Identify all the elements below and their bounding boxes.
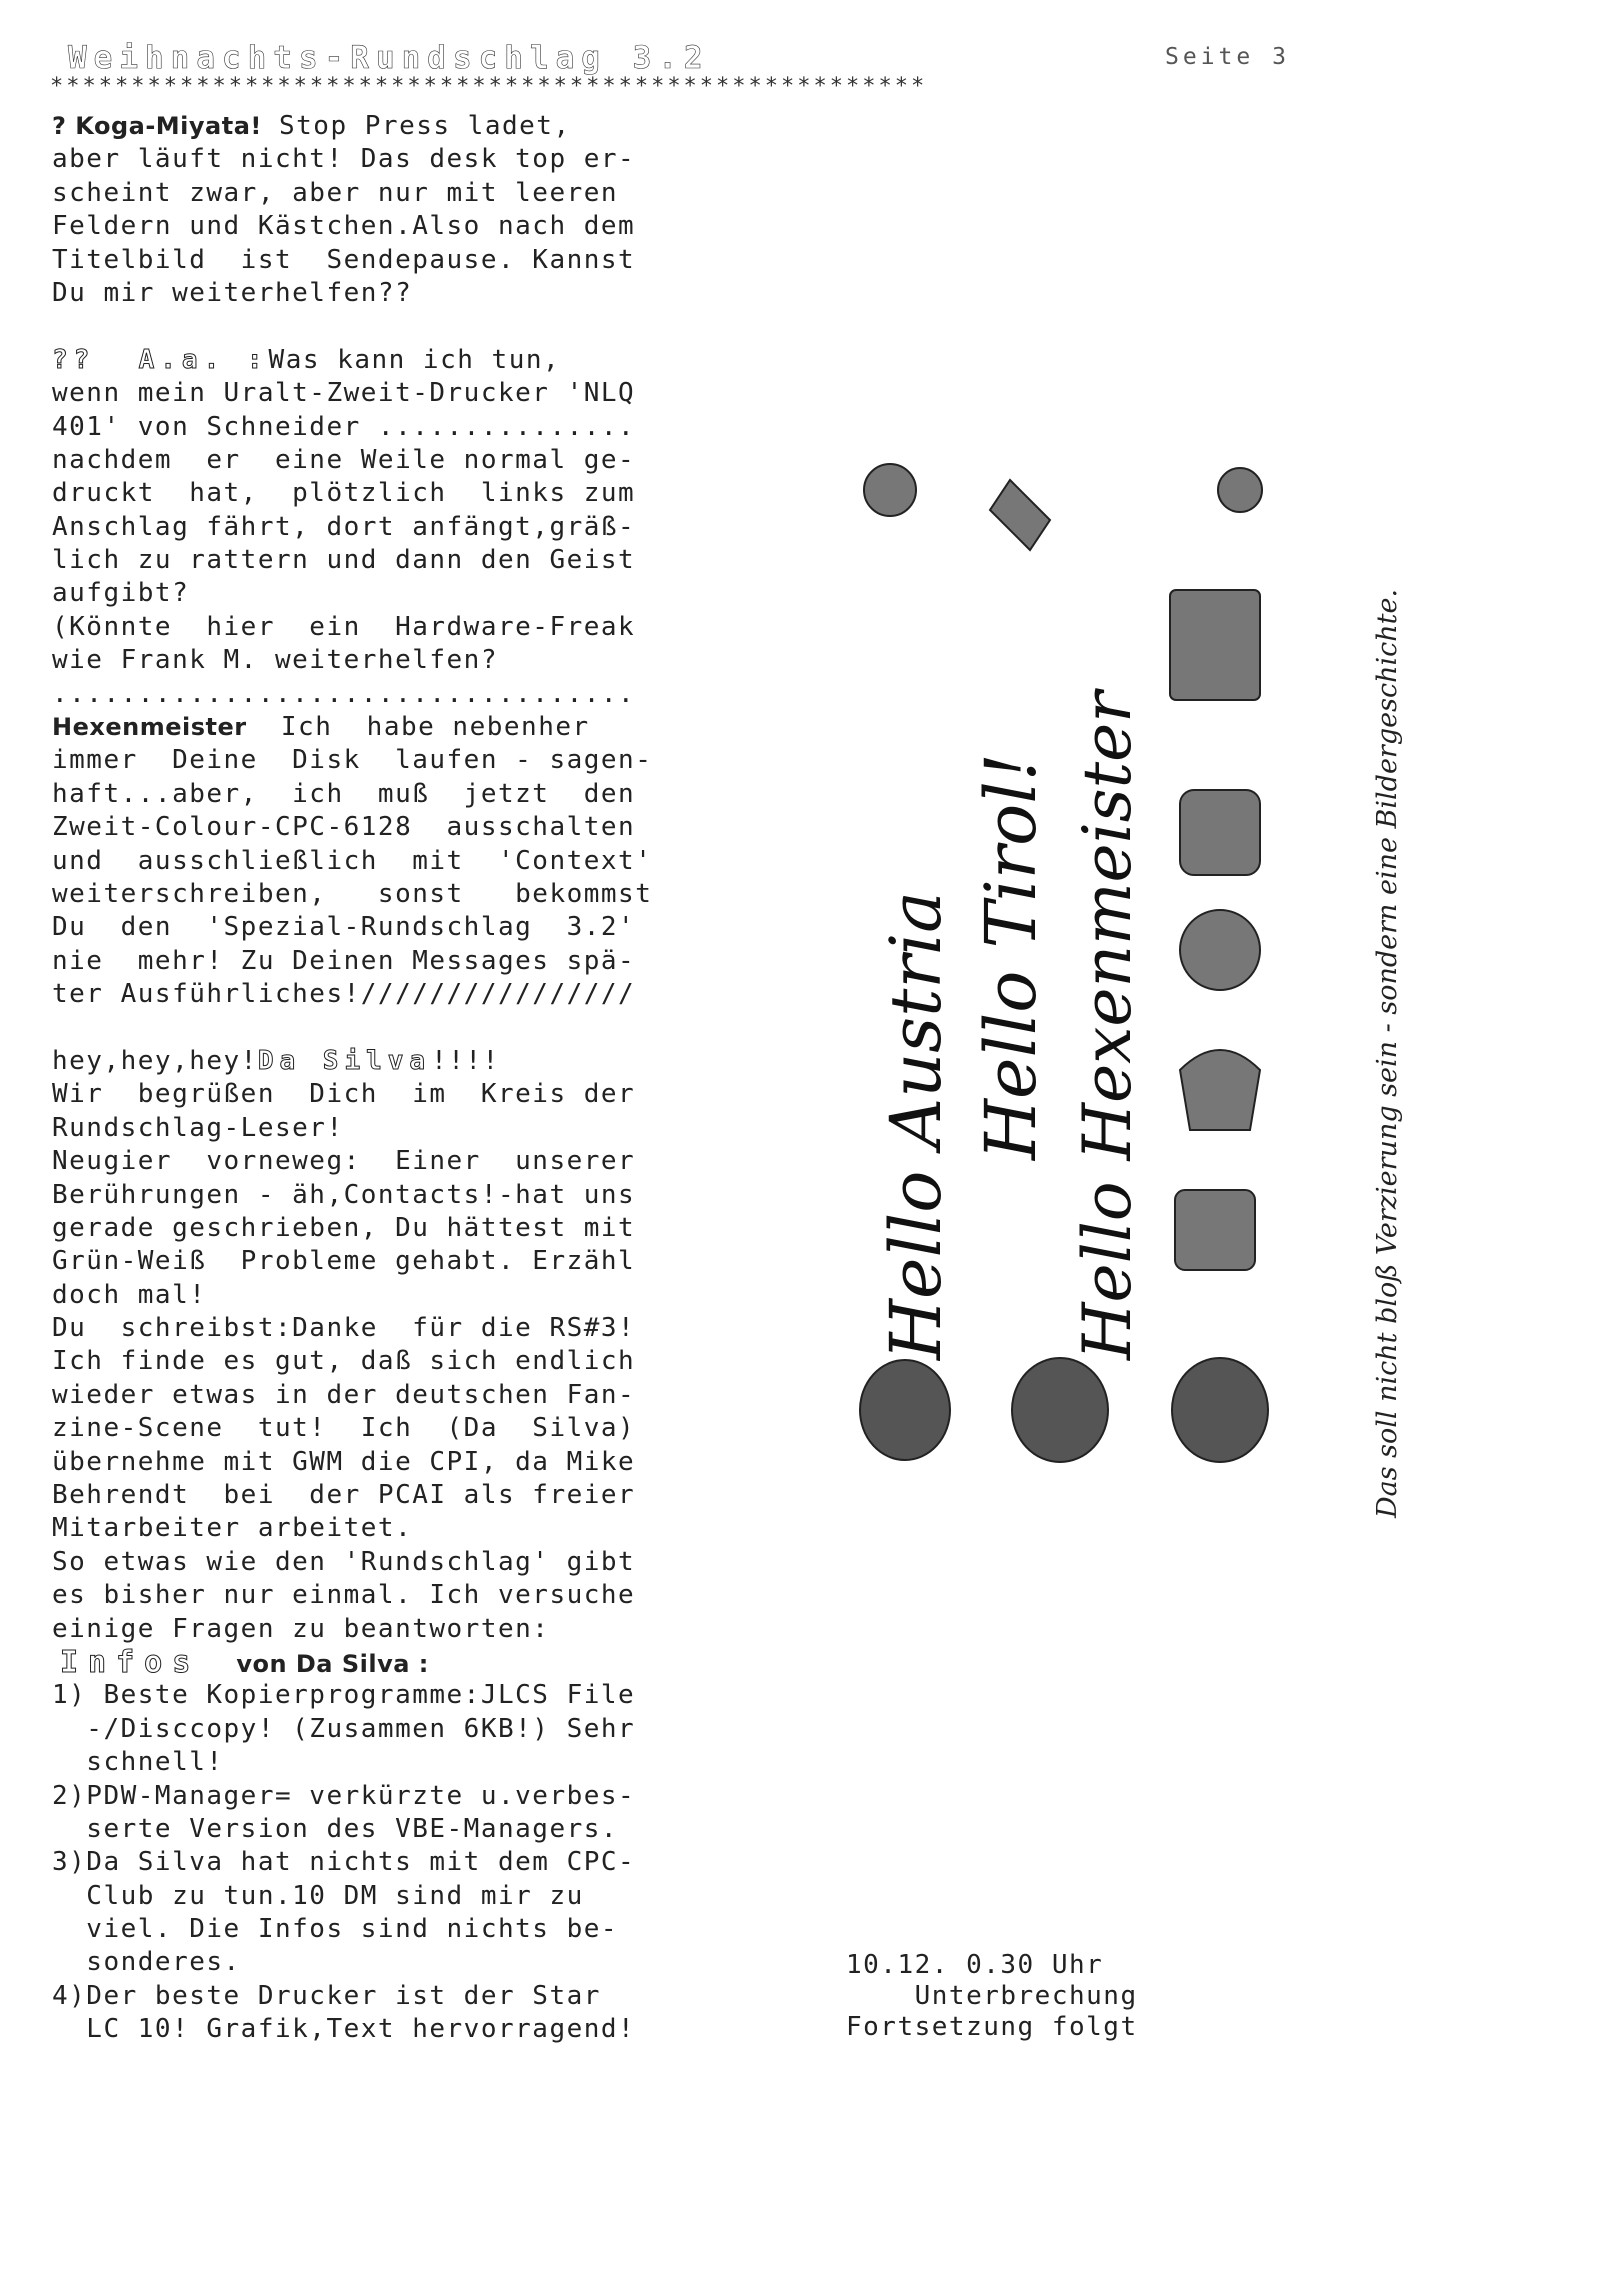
info-item: LC 10! Grafik,Text hervorragend!	[52, 2014, 636, 2045]
text-line: wieder etwas in der deutschen Fan-	[52, 1379, 636, 1410]
paragraph-silva-first-line: hey,hey,hey!Da Silva!!!!	[52, 1045, 500, 1076]
text-line: Du den 'Spezial-Rundschlag 3.2'	[52, 912, 636, 943]
text-line: nachdem er eine Weile normal ge-	[52, 444, 636, 475]
text-line: Titelbild ist Sendepause. Kannst	[52, 244, 636, 275]
infos-heading: Infos von Da Silva :	[60, 1644, 429, 1680]
info-item: sonderes.	[52, 1947, 241, 1978]
text-line: Behrendt bei der PCAI als freier	[52, 1480, 636, 1511]
text-line: Rundschlag-Leser!	[52, 1112, 344, 1143]
text-column	[52, 110, 722, 2047]
info-item: serte Version des VBE-Managers.	[52, 1813, 619, 1844]
text-line: ter Ausführliches!////////////////	[52, 979, 636, 1010]
text-line: aufgibt?	[52, 578, 190, 609]
text-line: gerade geschrieben, Du hättest mit	[52, 1212, 636, 1243]
info-item: 4)Der beste Drucker ist der Star	[52, 1980, 601, 2011]
text-line: (Könnte hier ein Hardware-Freak	[52, 611, 636, 642]
paragraph-koga-first-line: ? Koga-Miyata! Stop Press ladet,	[52, 111, 571, 141]
hand-icons	[860, 1358, 1268, 1462]
recipient-aa: ?? A.a. :	[52, 344, 269, 375]
paragraph-aa-first-line: ?? A.a. :Was kann ich tun,	[52, 344, 561, 375]
text-line: Neugier vorneweg: Einer unserer	[52, 1146, 636, 1177]
page-title: Weihnachts-Rundschlag 3.2	[68, 40, 710, 76]
text-line: und ausschließlich mit 'Context'	[52, 845, 653, 876]
text-line: Du schreibst:Danke für die RS#3!	[52, 1313, 636, 1344]
info-item: 1) Beste Kopierprogramme:JLCS File	[52, 1680, 636, 1711]
text-line: nie mehr! Zu Deinen Messages spä-	[52, 945, 636, 976]
greetings	[875, 688, 1146, 1362]
info-item: Club zu tun.10 DM sind mir zu	[52, 1880, 584, 1911]
text-line: 401' von Schneider ...............	[52, 411, 636, 442]
text-line: Grün-Weiß Probleme gehabt. Erzähl	[52, 1246, 636, 1277]
page-number: Seite 3	[1165, 44, 1290, 70]
illustration-svg	[850, 460, 1290, 1470]
text-line: Ich finde es gut, daß sich endlich	[52, 1346, 636, 1377]
recipient-da-silva: Da Silva	[257, 1045, 432, 1076]
illustration	[850, 460, 1290, 1470]
text-line: Berührungen - äh,Contacts!-hat uns	[52, 1179, 636, 1210]
dotted-divider: ..................................	[52, 678, 636, 709]
text-line: doch mal!	[52, 1279, 207, 1310]
greeting-austria: Hello Austria	[875, 891, 957, 1360]
text-line: Feldern und Kästchen.Also nach dem	[52, 211, 636, 242]
recipient-koga: ? Koga-Miyata!	[52, 112, 262, 140]
text-line: Du mir weiterhelfen??	[52, 277, 413, 308]
info-item: -/Disccopy! (Zusammen 6KB!) Sehr	[52, 1713, 636, 1744]
text-line: Mitarbeiter arbeitet.	[52, 1513, 413, 1544]
info-item: viel. Die Infos sind nichts be-	[52, 1914, 619, 1945]
text-line: aber läuft nicht! Das desk top er-	[52, 144, 636, 175]
text-line: haft...aber, ich muß jetzt den	[52, 778, 636, 809]
info-item: 3)Da Silva hat nichts mit dem CPC-	[52, 1847, 636, 1878]
text-line: immer Deine Disk laufen - sagen-	[52, 745, 653, 776]
text-line: So etwas wie den 'Rundschlag' gibt	[52, 1546, 636, 1577]
text-line: lich zu rattern und dann den Geist	[52, 545, 636, 576]
recipient-hexenmeister: Hexenmeister	[52, 713, 247, 742]
text-line: Anschlag fährt, dort anfängt,gräß-	[52, 511, 636, 542]
text-line: zine-Scene tut! Ich (Da Silva)	[52, 1413, 636, 1444]
text-line: wenn mein Uralt-Zweit-Drucker 'NLQ	[52, 378, 636, 409]
footer-line: 10.12. 0.30 Uhr	[846, 1950, 1104, 1980]
text-line: Zweit-Colour-CPC-6128 ausschalten	[52, 812, 636, 843]
star-divider: ******************************************************	[50, 74, 928, 99]
continuation-note	[846, 1950, 1266, 2043]
text-line: es bisher nur einmal. Ich versuche	[52, 1580, 636, 1611]
footer-line: Fortsetzung folgt	[846, 2012, 1138, 2042]
info-item: 2)PDW-Manager= verkürzte u.verbes-	[52, 1780, 636, 1811]
text-line: Wir begrüßen Dich im Kreis der	[52, 1079, 636, 1110]
footer-line: Unterbrechung	[846, 1981, 1138, 2011]
info-item: schnell!	[52, 1747, 224, 1778]
text-line: druckt hat, plötzlich links zum	[52, 478, 636, 509]
greeting-tirol: Hello Tirol!	[970, 753, 1052, 1160]
text-line: wie Frank M. weiterhelfen?	[52, 645, 498, 676]
paragraph-hex-first-line: Hexenmeister Ich habe nebenher	[52, 712, 590, 743]
text-line: scheint zwar, aber nur mit leeren	[52, 177, 619, 208]
text-line: einige Fragen zu beantworten:	[52, 1613, 550, 1644]
text-line: weiterschreiben, sonst bekommst	[52, 878, 653, 909]
text-line: übernehme mit GWM die CPI, da Mike	[52, 1446, 636, 1477]
greeting-hexenmeister: Hello Hexenmeister	[1069, 691, 1146, 1360]
handwritten-note: Das soll nicht bloß Verzierung sein - sondern eine Bildergeschichte.	[1372, 588, 1403, 1518]
